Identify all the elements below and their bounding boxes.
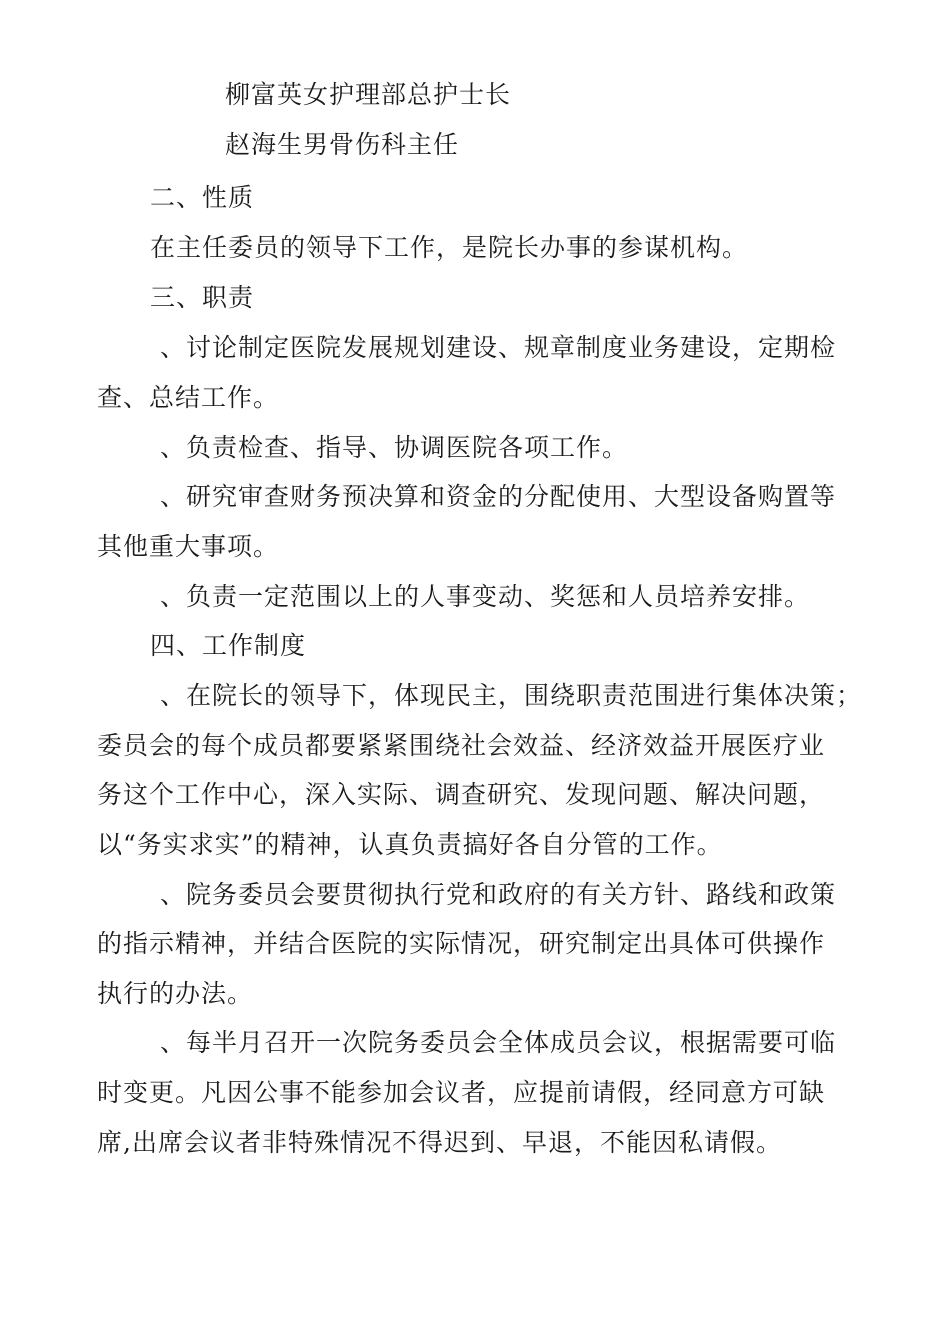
duty-4: 、负责一定范围以上的人事变动、奖惩和人员培养安排。 <box>160 582 811 611</box>
rule-2-line-2: 的指示精神，并结合医院的实际情况，研究制定出具体可供操作 <box>97 929 826 958</box>
duty-1-line-1: 、讨论制定医院发展规划建设、规章制度业务建设，定期检 <box>160 333 837 362</box>
section-heading-duties: 三、职责 <box>150 283 255 312</box>
rule-2-line-3: 执行的办法。 <box>97 979 254 1008</box>
section-heading-rules: 四、工作制度 <box>150 631 307 660</box>
member-line-1: 柳富英女护理部总护士长 <box>225 80 512 109</box>
rule-3-line-2: 时变更。凡因公事不能参加会议者，应提前请假，经同意方可缺 <box>97 1078 826 1107</box>
member-line-2: 赵海生男骨伤科主任 <box>225 130 460 159</box>
nature-text: 在主任委员的领导下工作，是院长办事的参谋机构。 <box>150 233 749 262</box>
section-heading-nature: 二、性质 <box>150 183 255 212</box>
rule-3-line-3: 席,出席会议者非特殊情况不得迟到、早退，不能因私请假。 <box>97 1128 782 1157</box>
rule-1-line-2: 委员会的每个成员都要紧紧围绕社会效益、经济效益开展医疗业 <box>97 731 826 760</box>
rule-1-line-1: 、在院长的领导下，体现民主，围绕职责范围进行集体决策； <box>160 681 863 710</box>
duty-3-line-2: 其他重大事项。 <box>97 532 280 561</box>
rule-1-line-4: 以“务实求实”的精神，认真负责搞好各自分管的工作。 <box>97 830 723 859</box>
duty-1-line-2: 查、总结工作。 <box>97 383 280 412</box>
rule-3-line-1: 、每半月召开一次院务委员会全体成员会议，根据需要可临 <box>160 1028 837 1057</box>
rule-1-line-3: 务这个工作中心，深入实际、调查研究、发现问题、解决问题， <box>97 780 826 809</box>
duty-2: 、负责检查、指导、协调医院各项工作。 <box>160 433 629 462</box>
rule-2-line-1: 、院务委员会要贯彻执行党和政府的有关方针、路线和政策 <box>160 880 837 909</box>
duty-3-line-1: 、研究审查财务预决算和资金的分配使用、大型设备购置等 <box>160 482 837 511</box>
